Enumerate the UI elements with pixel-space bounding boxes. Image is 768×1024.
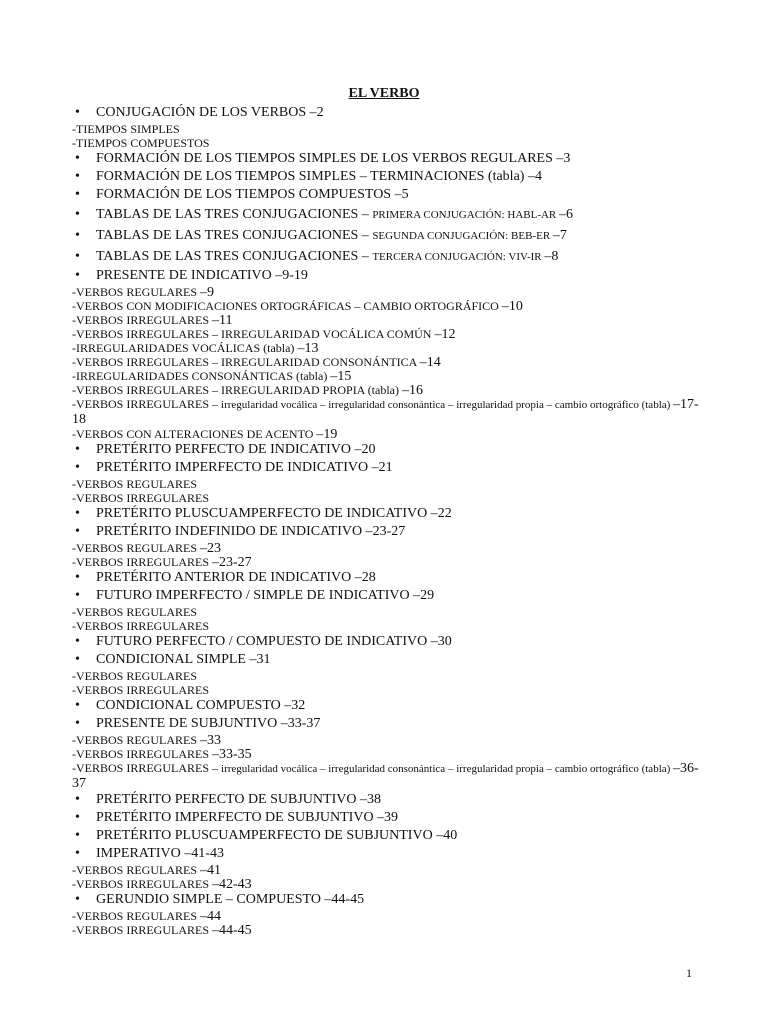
- entry-text: PRETÉRITO PERFECTO DE SUBJUNTIVO –38: [96, 792, 381, 807]
- bullet-icon: •: [75, 588, 80, 603]
- entry-text: -VERBOS REGULARES: [72, 733, 201, 747]
- bullet-icon: •: [75, 105, 80, 120]
- bullet-icon: •: [75, 506, 80, 521]
- toc-entry: [72, 891, 700, 909]
- entry-text: -TIEMPOS SIMPLES: [72, 122, 180, 136]
- entry-text: -VERBOS IRREGULARES: [72, 877, 213, 891]
- entry-text: PRESENTE DE INDICATIVO –9-19: [96, 268, 308, 283]
- entry-text: -VERBOS IRREGULARES – IRREGULARIDAD VOCÁLICA COMÚN: [72, 327, 435, 341]
- page-number: 1: [686, 966, 692, 980]
- toc-subentry: [72, 605, 700, 619]
- entry-text: -VERBOS REGULARES: [72, 285, 201, 299]
- toc-subentry: [72, 733, 700, 747]
- toc-entry: [72, 715, 700, 733]
- entry-text: PRETÉRITO ANTERIOR DE INDICATIVO –28: [96, 570, 376, 585]
- entry-text: PRESENTE DE SUBJUNTIVO –33-37: [96, 716, 321, 731]
- bullet-icon: •: [75, 634, 80, 649]
- entry-detail: irregularidad vocálica – irregularidad consonántica – irregularidad propia – cambio ortográfico (tabla): [221, 399, 674, 411]
- entry-text: CONDICIONAL SIMPLE –31: [96, 652, 271, 667]
- entry-page-ref: –44-45: [212, 923, 252, 938]
- entry-page-ref: –23-27: [212, 555, 252, 570]
- toc-subentry: [72, 877, 700, 891]
- entry-page-ref: –13: [297, 341, 319, 356]
- bullet-icon: •: [75, 207, 80, 222]
- entry-text: -IRREGULARIDADES CONSONÁNTICAS (tabla): [72, 369, 331, 383]
- entry-text: FORMACIÓN DE LOS TIEMPOS SIMPLES DE LOS VERBOS REGULARES –3: [96, 151, 571, 166]
- entry-page-ref: –7: [552, 228, 567, 243]
- toc-subentry: [72, 683, 700, 697]
- toc-subentry: [72, 355, 700, 369]
- toc-entry: [72, 150, 700, 168]
- entry-page-ref: –16: [402, 383, 423, 398]
- toc-entry: [72, 267, 700, 285]
- entry-text: -VERBOS IRREGULARES – IRREGULARIDAD PROPIA (tabla): [72, 383, 402, 397]
- toc-entry: [72, 809, 700, 827]
- entry-page-ref: –6: [559, 207, 574, 222]
- entry-page-ref: –11: [212, 313, 233, 328]
- entry-text: -VERBOS IRREGULARES –: [72, 397, 222, 411]
- toc-subentry: [72, 383, 700, 397]
- toc-subentry: [72, 863, 700, 877]
- entry-page-ref: –8: [544, 249, 559, 264]
- toc-subentry: [72, 477, 700, 491]
- entry-text: -VERBOS IRREGULARES: [72, 491, 210, 505]
- toc-entry: [72, 459, 700, 477]
- toc-entry: [72, 523, 700, 541]
- entry-page-ref: –41: [200, 863, 222, 878]
- entry-detail: irregularidad vocálica – irregularidad consonántica – irregularidad propia – cambio ortográfico (tabla): [221, 763, 674, 775]
- entry-page-ref: –19: [316, 427, 338, 442]
- entry-text: PRETÉRITO IMPERFECTO DE INDICATIVO –21: [96, 460, 393, 475]
- toc-entry: [72, 697, 700, 715]
- entry-text: FORMACIÓN DE LOS TIEMPOS SIMPLES – TERMINACIONES (tabla) –4: [96, 169, 542, 184]
- bullet-icon: •: [75, 570, 80, 585]
- entry-text: -VERBOS REGULARES: [72, 477, 198, 491]
- toc-subentry: [72, 285, 700, 299]
- bullet-icon: •: [75, 716, 80, 731]
- entry-text: TABLAS DE LAS TRES CONJUGACIONES –: [96, 207, 373, 222]
- entry-page-ref: –33: [200, 733, 222, 748]
- entry-text: FUTURO PERFECTO / COMPUESTO DE INDICATIVO –30: [96, 634, 452, 649]
- entry-page-ref: –42-43: [212, 877, 252, 892]
- entry-text: -VERBOS IRREGULARES: [72, 683, 210, 697]
- toc-entry: [72, 587, 700, 605]
- entry-text: -VERBOS REGULARES: [72, 605, 198, 619]
- entry-page-ref: –36-37: [72, 761, 699, 791]
- entry-text: IMPERATIVO –41-43: [96, 846, 224, 861]
- entry-text: -VERBOS REGULARES: [72, 909, 201, 923]
- bullet-icon: •: [75, 524, 80, 539]
- toc-subentry: [72, 427, 700, 441]
- entry-text: CONJUGACIÓN DE LOS VERBOS –2: [96, 105, 324, 120]
- bullet-icon: •: [75, 652, 80, 667]
- toc-entry: [72, 845, 700, 863]
- entry-page-ref: –12: [434, 327, 456, 342]
- entry-page-ref: –9: [200, 285, 215, 300]
- toc-entry: [72, 791, 700, 809]
- toc-entry: [72, 569, 700, 587]
- entry-text: FUTURO IMPERFECTO / SIMPLE DE INDICATIVO –29: [96, 588, 435, 603]
- toc-entry: [72, 505, 700, 523]
- entry-text: PRETÉRITO PLUSCUAMPERFECTO DE SUBJUNTIVO –40: [96, 828, 458, 843]
- entry-page-ref: –23: [200, 541, 222, 556]
- entry-detail: SEGUNDA CONJUGACIÓN: BEB-ER: [372, 230, 553, 242]
- entry-text: TABLAS DE LAS TRES CONJUGACIONES –: [96, 249, 373, 264]
- toc-subentry: [72, 122, 700, 136]
- entry-text: -VERBOS IRREGULARES: [72, 619, 210, 633]
- entry-page-ref: –15: [330, 369, 352, 384]
- entry-text: -VERBOS REGULARES: [72, 669, 198, 683]
- toc-subentry: [72, 669, 700, 683]
- entry-detail: PRIMERA CONJUGACIÓN: HABL-AR: [372, 209, 560, 221]
- toc-subentry: [72, 397, 700, 427]
- toc-entry: [72, 827, 700, 845]
- toc-subentry: [72, 909, 700, 923]
- entry-text: -VERBOS CON ALTERACIONES DE ACENTO: [72, 427, 317, 441]
- entry-text: -VERBOS IRREGULARES: [72, 747, 213, 761]
- bullet-icon: •: [75, 268, 80, 283]
- toc-subentry: [72, 341, 700, 355]
- toc-subentry: [72, 923, 700, 937]
- bullet-icon: •: [75, 846, 80, 861]
- entry-text: PRETÉRITO IMPERFECTO DE SUBJUNTIVO –39: [96, 810, 399, 825]
- table-of-contents: [72, 104, 700, 937]
- bullet-icon: •: [75, 151, 80, 166]
- toc-subentry: [72, 761, 700, 791]
- entry-text: -VERBOS IRREGULARES: [72, 555, 213, 569]
- entry-page-ref: –14: [419, 355, 441, 370]
- entry-text: -VERBOS CON MODIFICACIONES ORTOGRÁFICAS – CAMBIO ORTOGRÁFICO: [72, 299, 502, 313]
- bullet-icon: •: [75, 228, 80, 243]
- entry-page-ref: –10: [501, 299, 523, 314]
- toc-entry: [72, 633, 700, 651]
- entry-text: -VERBOS REGULARES: [72, 541, 201, 555]
- bullet-icon: •: [75, 169, 80, 184]
- bullet-icon: •: [75, 249, 80, 264]
- entry-text: -VERBOS IRREGULARES –: [72, 761, 222, 775]
- toc-entry: [72, 104, 700, 122]
- entry-text: GERUNDIO SIMPLE – COMPUESTO –44-45: [96, 892, 365, 907]
- toc-subentry: [72, 327, 700, 341]
- document-title: EL VERBO: [348, 86, 420, 101]
- bullet-icon: •: [75, 892, 80, 907]
- entry-text: TABLAS DE LAS TRES CONJUGACIONES –: [96, 228, 373, 243]
- bullet-icon: •: [75, 810, 80, 825]
- bullet-icon: •: [75, 187, 80, 202]
- bullet-icon: •: [75, 460, 80, 475]
- toc-subentry: [72, 491, 700, 505]
- entry-detail: TERCERA CONJUGACIÓN: VIV-IR: [372, 251, 545, 263]
- entry-page-ref: –44: [200, 909, 222, 924]
- bullet-icon: •: [75, 828, 80, 843]
- entry-text: PRETÉRITO INDEFINIDO DE INDICATIVO –23-27: [96, 524, 406, 539]
- toc-subentry: [72, 619, 700, 633]
- toc-subentry: [72, 369, 700, 383]
- entry-page-ref: –17-18: [72, 397, 699, 427]
- toc-entry: [72, 225, 700, 246]
- entry-text: -VERBOS IRREGULARES – IRREGULARIDAD CONSONÁNTICA: [72, 355, 420, 369]
- entry-text: PRETÉRITO PERFECTO DE INDICATIVO –20: [96, 442, 376, 457]
- toc-subentry: [72, 313, 700, 327]
- entry-text: -VERBOS REGULARES: [72, 863, 201, 877]
- toc-entry: [72, 441, 700, 459]
- toc-entry: [72, 204, 700, 225]
- toc-entry: [72, 651, 700, 669]
- toc-entry: [72, 246, 700, 267]
- toc-subentry: [72, 541, 700, 555]
- entry-text: -TIEMPOS COMPUESTOS: [72, 136, 210, 150]
- entry-text: CONDICIONAL COMPUESTO –32: [96, 698, 306, 713]
- entry-text: -IRREGULARIDADES VOCÁLICAS (tabla): [72, 341, 298, 355]
- toc-subentry: [72, 136, 700, 150]
- toc-subentry: [72, 555, 700, 569]
- bullet-icon: •: [75, 698, 80, 713]
- entry-page-ref: –33-35: [212, 747, 252, 762]
- entry-text: FORMACIÓN DE LOS TIEMPOS COMPUESTOS –5: [96, 187, 409, 202]
- toc-subentry: [72, 747, 700, 761]
- toc-entry: [72, 168, 700, 186]
- entry-text: -VERBOS IRREGULARES: [72, 923, 213, 937]
- entry-text: PRETÉRITO PLUSCUAMPERFECTO DE INDICATIVO –22: [96, 506, 452, 521]
- entry-text: -VERBOS IRREGULARES: [72, 313, 213, 327]
- toc-subentry: [72, 299, 700, 313]
- bullet-icon: •: [75, 442, 80, 457]
- toc-entry: [72, 186, 700, 204]
- bullet-icon: •: [75, 792, 80, 807]
